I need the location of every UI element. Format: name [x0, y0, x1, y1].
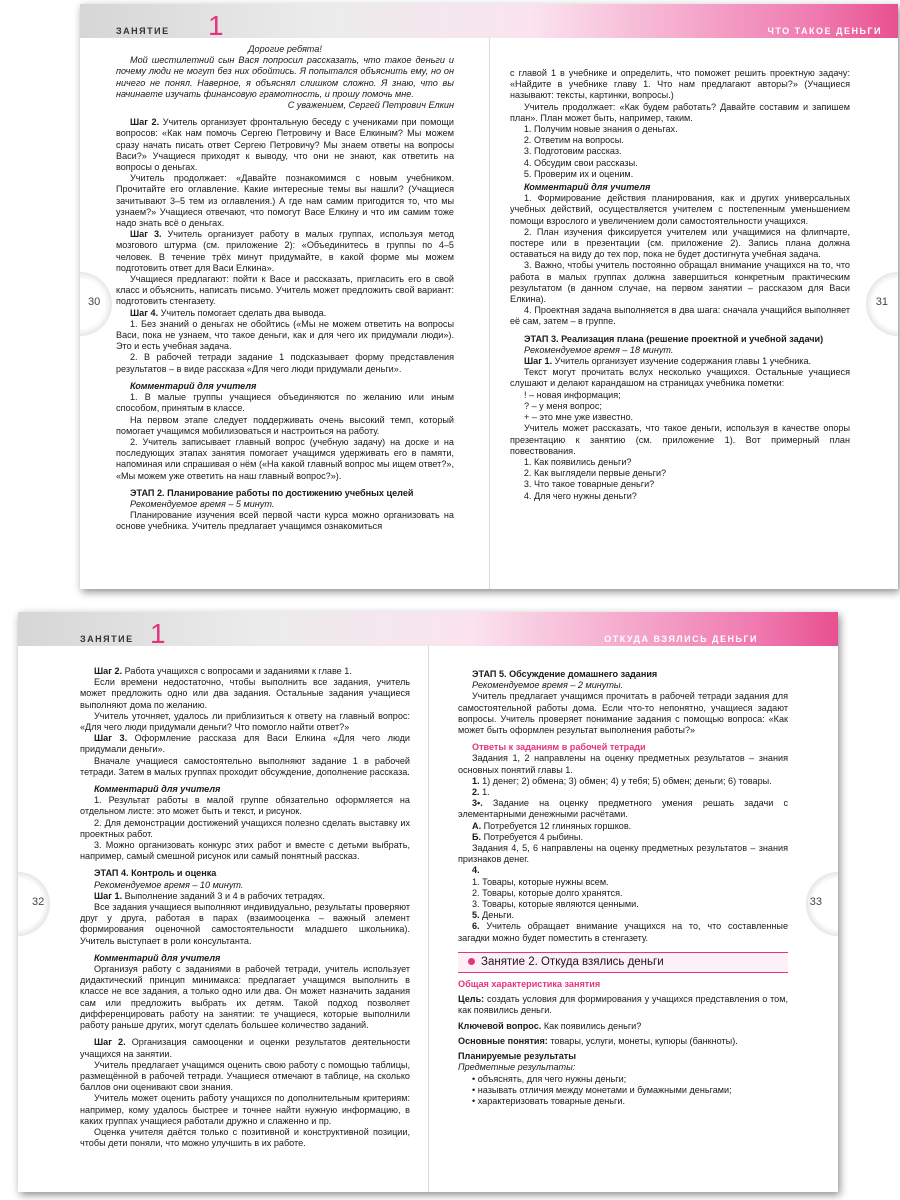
- paragraph: Задания 1, 2 направлены на оценку предметных результатов – знания основных понятий главы 1.: [458, 753, 788, 775]
- comment-item: 2. План изучения фиксируется учителем или учащимися на флипчарте, постере или в презентации (см. приложение 2). Запись плана должна оставаться на виду до тех пор, пока не будет достигнута учебная задача.: [510, 226, 850, 260]
- paragraph: Задания 4, 5, 6 направлены на оценку предметных результатов – знания признаков денег.: [458, 843, 788, 865]
- list-item: 5. Проверим их и оценим.: [534, 169, 850, 180]
- answer-item: 3•. Задание на оценку предметного умения решать задачи с элементарными денежными расчётами.: [458, 798, 788, 820]
- stage-heading: ЭТАП 2. Планирование работы по достижению учебных целей: [130, 487, 414, 498]
- paragraph: с главой 1 в учебнике и определить, что поможет решить проектную задачу: «Найдите в учебнике главу 1. Что нам предлагают авторы?» (Учащиеся называют: тексты, картинки, вопросы.): [510, 68, 850, 101]
- comment-item: 1. В малые группы учащиеся объединяются по желанию или иным способом, принятым в классе.: [116, 392, 454, 414]
- section-heading: Общая характеристика занятия: [458, 979, 601, 990]
- stage-time: Рекомендуемое время – 18 минут.: [524, 344, 674, 355]
- paragraph: Учитель предлагает учащимся оценить свою работу с помощью таблицы, размещённой в рабочей тетради. Учащиеся отмечают в таблице, на сколько баллов они оценивают свои знания.: [80, 1059, 410, 1093]
- paragraph: Шаг 1. Учитель организует изучение содержания главы 1 учебника.: [524, 356, 812, 367]
- stage-heading: ЭТАП 4. Контроль и оценка: [94, 868, 217, 879]
- paragraph: Планирование изучения всей первой части курса можно организовать на основе учебника. Учитель предлагает учащимся ознакомиться: [116, 510, 454, 532]
- letter-body: Мой шестилетний сын Вася попросил рассказать, что такое деньги и почему люди не могут без них обойтись. Я попытался объяснить ему, но он ничего не понял. Наверное, я объяснял слишком сложно. Я знаю, что вы начинаете изучать финансовую грамотность, и прошу помочь мне.: [116, 55, 454, 99]
- paragraph: Учитель уточняет, удалось ли приблизиться к ответу на главный вопрос: «Для чего люди придумали деньги? Что помогло найти ответ?»: [80, 710, 410, 733]
- comment-item: На первом этапе следует поддерживать очень высокий темп, который помогает учащимся мобилизоваться и настроиться на работу.: [116, 414, 454, 436]
- paragraph: Шаг 4. Учитель помогает сделать два вывода.: [130, 307, 327, 318]
- page-header: [18, 612, 838, 649]
- answer-item: 4.: [472, 865, 480, 876]
- page-30-text: [116, 44, 454, 533]
- paragraph: Оценка учителя даётся только с позитивной и конструктивной позиции, чтобы дети поняли, что можно улучшить в их работе.: [80, 1126, 410, 1149]
- spread-pages-32-33: [18, 612, 838, 1192]
- answer-item: 1. Товары, которые нужны всем.: [472, 876, 609, 887]
- page-gutter: [489, 38, 490, 589]
- list-item: 1. Получим новые знания о деньгах.: [534, 124, 850, 135]
- subject-results-heading: Предметные результаты:: [458, 1062, 576, 1073]
- header-chapter-title: ОТКУДА ВЗЯЛИСЬ ДЕНЬГИ: [604, 634, 758, 644]
- page-number: 31: [875, 296, 888, 308]
- stage-heading: ЭТАП 5. Обсуждение домашнего задания: [472, 669, 658, 679]
- comment-item: 3. Можно организовать конкурс этих работ и вместе с детьми выбрать, например, самый смешной рисунок или самый понятный рассказ.: [80, 840, 410, 862]
- story-plan-list: [510, 457, 850, 502]
- paragraph: Шаг 2. Организация самооценки и оценки результатов деятельности учащихся на занятии.: [80, 1037, 410, 1059]
- page-32-text: [80, 666, 410, 1149]
- answer-item: 1. 1) денег; 2) обмена; 3) обмен; 4) у тебя; 5) обмен; деньги; 6) товары.: [472, 775, 772, 786]
- bullet-item: • характеризовать товарные деньги.: [472, 1095, 625, 1106]
- paragraph: Шаг 2. Работа учащихся с вопросами и заданиями к главе 1.: [94, 666, 352, 676]
- plan-list: [510, 124, 850, 180]
- comment-item: 1. Формирование действия планирования, как и других универсальных учебных действий, осуществляется учителем с постепенным уменьшением помощи взрослого и увеличением доли самостоятельности учащихся.: [510, 193, 850, 226]
- list-item: 3. Подготовим рассказ.: [534, 146, 850, 157]
- paragraph: Учитель может рассказать, что такое деньги, используя в качестве опоры презентацию к занятию (см. приложение 1). Вот примерный план повествования.: [510, 423, 850, 456]
- paragraph: Шаг 3. Учитель организует работу в малых группах, используя метод мозгового штурма (см. приложение 2): «Объединитесь в группы по 4–5 человек. В течение трёх минут придумайте, в какой форме мы можем подготовить ответ для Васи Елкина».: [116, 229, 454, 273]
- page-number: 33: [809, 896, 822, 908]
- paragraph: 2. В рабочей тетради задание 1 подсказывает форму представления результатов – в виде рассказа «Для чего люди придумали деньги».: [116, 352, 454, 374]
- answer-item: Б. Потребуется 4 рыбины.: [472, 831, 583, 842]
- list-item: 1. Как появились деньги?: [534, 457, 850, 468]
- paragraph: Учитель предлагает учащимся прочитать в рабочей тетради задания для самостоятельной работы дома. Если что-то непонятно, учащиеся задают вопросы. Учитель проверяет понимание задания с помощью вопроса: «Как может быть оформлен результат выполнения работы?»: [458, 691, 788, 736]
- comment-heading: Комментарий для учителя: [94, 784, 221, 795]
- comment-item: 2. Учитель записывает главный вопрос (учебную задачу) на доске и на последующих этапах занятия помогает учащимся удерживать его в памяти, напоминая или спрашивая о нём («На какой главный вопрос мы ищем ответ?», «Мы можем уже ответить на наш главный вопрос?»).: [116, 436, 454, 481]
- paragraph: Шаг 2. Учитель организует фронтальную беседу с учениками при помощи вопросов: «Как нам помочь Сергею Петровичу и Васе Елкиным? Мы можем сразу начать писать ответ Сергею Петровичу? Мы знаем ответы на вопросы Васи?» Учащиеся приходят к выводу, что они не знают, как ответить на вопросы о деньгах.: [116, 117, 454, 173]
- answer-item: 3. Товары, которые являются ценными.: [472, 899, 639, 910]
- header-lesson-number: 1: [150, 618, 166, 649]
- letter-title: Дорогие ребята!: [248, 44, 322, 54]
- header-chapter-title: ЧТО ТАКОЕ ДЕНЬГИ: [767, 26, 882, 36]
- bullet-item: • объяснять, для чего нужны деньги;: [472, 1073, 627, 1084]
- answer-item: 6. Учитель обращает внимание учащихся на то, что составленные загадки можно будет поместить в стенгазету.: [458, 921, 788, 943]
- answer-item: 2. 1.: [472, 787, 490, 798]
- page-header: [80, 4, 898, 41]
- paragraph: Текст могут прочитать вслух несколько учащихся. Остальные учащиеся слушают и делают карандашом на страницах учебника пометки:: [510, 367, 850, 389]
- answer-item: А. Потребуется 12 глиняных горшков.: [472, 820, 632, 831]
- goal-paragraph: Цель: создать условия для формирования у учащихся представления о том, как появились деньги.: [458, 994, 788, 1016]
- mark-item: + – это мне уже известно.: [524, 412, 634, 423]
- bullet-dot-icon: [468, 958, 475, 965]
- lesson-2-banner: [458, 952, 788, 973]
- paragraph: Шаг 3. Оформление рассказа для Васи Елкина «Для чего люди придумали деньги».: [80, 733, 410, 755]
- comment-item: 4. Проектная задача выполняется в два шага: сначала учащийся выполняет её сам, затем – в группе.: [510, 305, 850, 327]
- paragraph: Шаг 1. Выполнение заданий 3 и 4 в рабочих тетрадях.: [94, 890, 325, 901]
- page-33-text: [458, 666, 788, 1107]
- paragraph: 1. Без знаний о деньгах не обойтись («Мы не можем ответить на вопросы Васи, пока не узнаем, что такое деньги, как и для чего их придумали люди»). Это и есть учебная задача.: [116, 318, 454, 352]
- header-lesson-label: ЗАНЯТИЕ: [116, 26, 170, 36]
- stage-time: Рекомендуемое время – 10 минут.: [94, 879, 244, 890]
- paragraph: Если времени недостаточно, чтобы выполнить все задания, учитель может предложить одно или два задания. Остальные задания учащиеся выполняют дома по желанию.: [80, 677, 410, 710]
- comment-heading: Комментарий для учителя: [130, 380, 257, 391]
- paragraph: Все задания учащиеся выполняют индивидуально, результаты проверяют друг у друга, работая в парах (взаимооценка – важный элемент формирования оценочной самостоятельности младшего школьника). Учитель выступает в роли консультанта.: [80, 902, 410, 946]
- bullet-item: • называть отличия между монетами и бумажными деньгами;: [472, 1084, 732, 1095]
- comment-item: 2. Для демонстрации достижений учащихся полезно сделать выставку их проектных работ.: [80, 817, 410, 839]
- stage-heading: ЭТАП 3. Реализация плана (решение проектной и учебной задачи): [524, 333, 824, 344]
- paragraph: Учитель продолжает: «Как будем работать? Давайте составим и запишем план». План может быть, например, таким.: [510, 101, 850, 123]
- comment-heading: Комментарий для учителя: [94, 952, 221, 963]
- list-item: 4. Обсудим свои рассказы.: [534, 158, 850, 169]
- header-lesson-label: ЗАНЯТИЕ: [80, 634, 134, 644]
- letter-signature: С уважением, Сергей Петрович Елкин: [287, 100, 454, 111]
- comment-item: 3. Важно, чтобы учитель постоянно обращал внимание учащихся на то, что работа в малых группах должна завершиться конкретным практическим результатом (в данном случае, на первом занятии – рассказом для Васи Елкина).: [510, 260, 850, 305]
- paragraph: Учащиеся предлагают: пойти к Васе и рассказать, пригласить его в свой класс и объяснить, написать письмо. Учитель может предложить свой вариант: подготовить стенгазету.: [116, 274, 454, 307]
- header-lesson-number: 1: [208, 10, 224, 41]
- list-item: 2. Как выглядели первые деньги?: [534, 468, 850, 479]
- main-concepts: Основные понятия: товары, услуги, монеты, купюры (банкноты).: [458, 1035, 738, 1046]
- comment-item: 1. Результат работы в малой группе обязательно оформляется на отдельном листе: это может быть и текст, и рисунок.: [80, 795, 410, 817]
- answer-item: 5. Деньги.: [472, 910, 515, 921]
- lesson-2-title: Занятие 2. Откуда взялись деньги: [481, 955, 664, 968]
- mark-item: ? – у меня вопрос;: [524, 400, 602, 411]
- paragraph: Вначале учащиеся самостоятельно выполняют задание 1 в рабочей тетради. Затем в малых группах проходит обсуждение, дополнение рассказа.: [80, 755, 410, 777]
- key-question: Ключевой вопрос. Как появились деньги?: [458, 1020, 642, 1031]
- mark-item: ! – новая информация;: [524, 389, 621, 400]
- list-item: 3. Что такое товарные деньги?: [534, 479, 850, 490]
- spread-pages-30-31: [80, 4, 898, 589]
- comment-heading: Комментарий для учителя: [524, 182, 651, 193]
- paragraph: Учитель может оценить работу учащихся по дополнительным критериям: например, кому удалось быстрее и точнее найти нужную информацию, в каких группах учащиеся работали дружно и слаженно и пр.: [80, 1093, 410, 1126]
- answers-heading: Ответы к заданиям в рабочей тетради: [472, 742, 646, 753]
- page-31-text: [510, 68, 850, 502]
- paragraph: Учитель продолжает: «Давайте познакомимся с новым учебником. Прочитайте его оглавление. Какие интересные темы вы нашли? (Учащиеся зачитывают 3–5 тем из оглавления.) А где нам самим пригодится то, что мы узнаем?» Учащиеся отвечают, что помогут Васе Елкину и что им самим тоже надо знать всё о деньгах.: [116, 173, 454, 229]
- page-number: 30: [88, 296, 101, 308]
- planned-results-heading: Планируемые результаты: [458, 1051, 576, 1062]
- answer-item: 2. Товары, которые долго хранятся.: [472, 887, 623, 898]
- paragraph: Организуя работу с заданиями в рабочей тетради, учитель использует дидактический принцип минимакса: предлагает учащимся выполнить в классе не все задания, а только одно или два. Он может назначить задания сам или предложить выбрать их детям. Такой подход позволяет дифференцировать работу на занятии: те учащиеся, которые выполнили работу раньше других, могут сделать большее количество заданий.: [80, 964, 410, 1031]
- list-item: 4. Для чего нужны деньги?: [534, 491, 850, 502]
- stage-time: Рекомендуемое время – 2 минуты.: [472, 680, 624, 691]
- stage-time: Рекомендуемое время – 5 минут.: [130, 498, 275, 509]
- page-gutter: [428, 646, 429, 1192]
- page-number: 32: [32, 896, 45, 908]
- list-item: 2. Ответим на вопросы.: [534, 135, 850, 146]
